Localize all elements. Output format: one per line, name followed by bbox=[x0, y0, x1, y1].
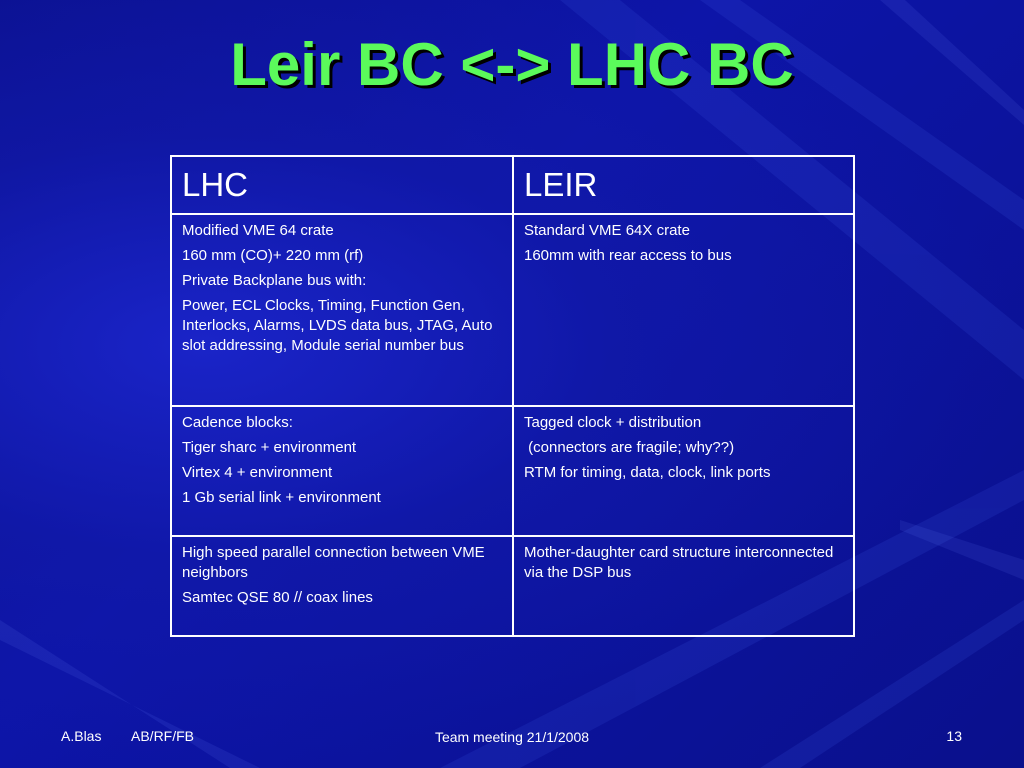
cell-leir bbox=[513, 406, 854, 536]
cell-leir bbox=[513, 536, 854, 636]
cell-line: Tiger sharc + environment bbox=[182, 439, 357, 456]
cell-line: RTM for timing, data, clock, link ports bbox=[524, 464, 771, 481]
table-header-row bbox=[171, 156, 854, 214]
cell-line: Modified VME 64 crate bbox=[182, 222, 334, 239]
cell-line: 1 Gb serial link + environment bbox=[182, 489, 381, 506]
slide-title: Leir BC <-> LHC BC bbox=[230, 31, 794, 98]
cell-lhc bbox=[171, 536, 513, 636]
table-row bbox=[171, 406, 854, 536]
cell-line: Power, ECL Clocks, Timing, Function Gen, Interlocks, Alarms, LVDS data bus, JTAG, Auto slot addressing, Module serial number bus bbox=[182, 297, 493, 354]
cell-line: High speed parallel connection between VME neighbors bbox=[182, 544, 485, 581]
cell-line: Private Backplane bus with: bbox=[182, 272, 367, 289]
cell-leir bbox=[513, 214, 854, 406]
cell-line: Mother-daughter card structure interconnected via the DSP bus bbox=[524, 544, 834, 581]
cell-line: Tagged clock + distribution bbox=[524, 414, 702, 431]
header-leir: LEIR bbox=[513, 156, 854, 214]
footer-group: AB/RF/FB bbox=[131, 728, 195, 744]
cell-line: Virtex 4 + environment bbox=[182, 464, 333, 481]
cell-line: 160mm with rear access to bus bbox=[524, 247, 732, 264]
cell-lhc bbox=[171, 406, 513, 536]
page-number: 13 bbox=[946, 728, 962, 744]
table-row bbox=[171, 214, 854, 406]
cell-line: Cadence blocks: bbox=[182, 414, 293, 431]
cell-lhc bbox=[171, 214, 513, 406]
footer-event: Team meeting 21/1/2008 bbox=[434, 729, 590, 745]
cell-line: Samtec QSE 80 // coax lines bbox=[182, 589, 373, 606]
comparison-table bbox=[170, 155, 855, 637]
cell-line: Standard VME 64X crate bbox=[524, 222, 690, 239]
table-row bbox=[171, 536, 854, 636]
cell-line: (connectors are fragile; why??) bbox=[524, 439, 735, 456]
header-lhc: LHC bbox=[171, 156, 513, 214]
footer-author: A.Blas bbox=[61, 728, 102, 744]
cell-line: 160 mm (CO)+ 220 mm (rf) bbox=[182, 247, 364, 264]
